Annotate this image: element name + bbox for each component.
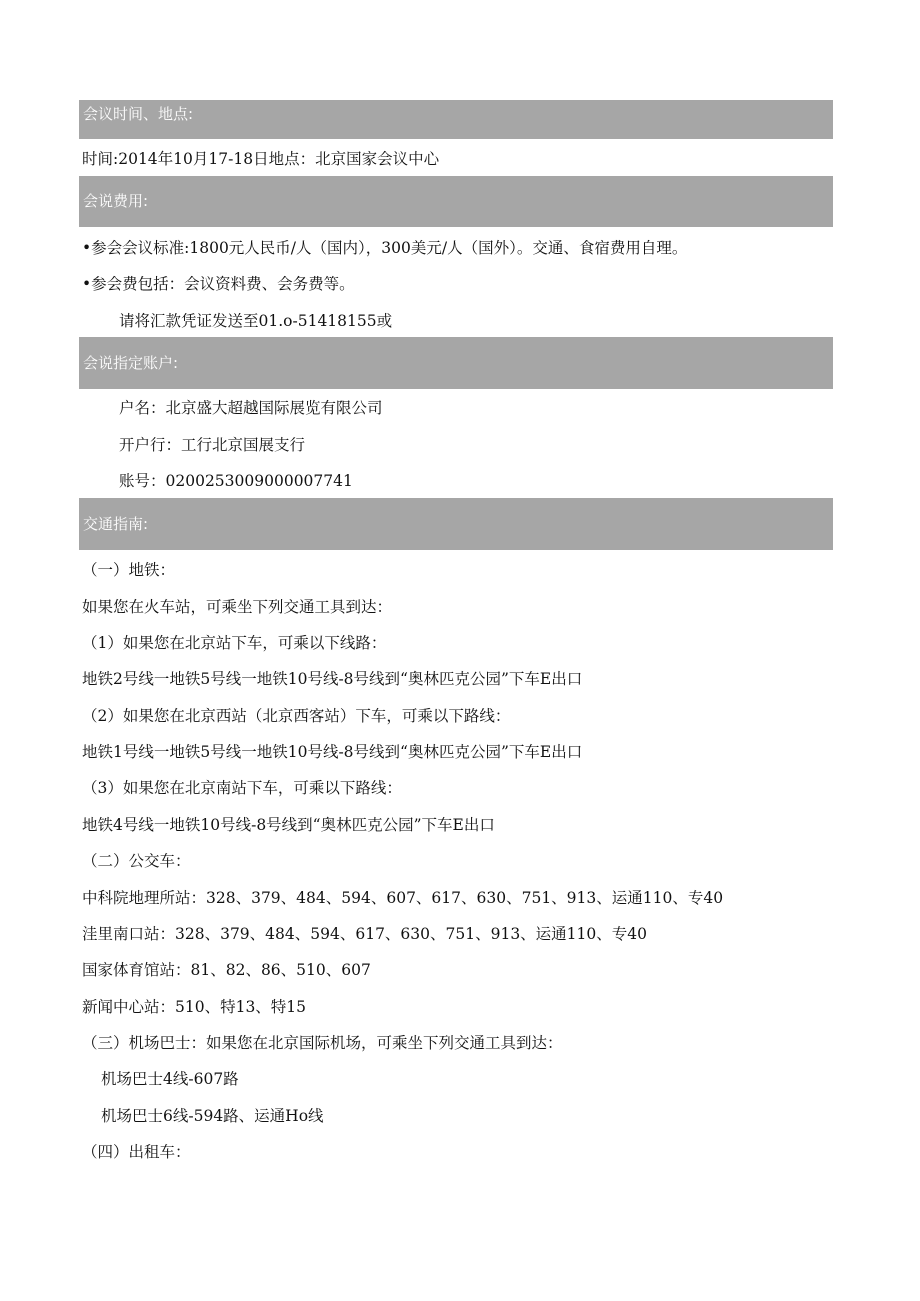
meeting-time-place: 时间:2014年10月17-18日地点：北京国家会议中心 bbox=[82, 150, 440, 168]
remittance-note: 请将汇款凭证发送至01.o-51418155或 bbox=[119, 312, 393, 330]
account-name: 户名：北京盛大超越国际展览有限公司 bbox=[119, 399, 383, 417]
transport-line: （2）如果您在北京西站（北京西客站）下车，可乘以下路线： bbox=[82, 707, 511, 725]
transport-line: 机场巴士4线-607路 bbox=[101, 1070, 239, 1088]
transport-line: 国家体育馆站：81、82、86、510、607 bbox=[82, 961, 371, 979]
transport-line: 地铁4号线一地铁10号线-8号线到“奥林匹克公园”下车E出口 bbox=[82, 816, 495, 834]
transport-line: （四）出租车： bbox=[82, 1143, 191, 1161]
transport-line: 机场巴士6线-594路、运通Ho线 bbox=[101, 1107, 324, 1125]
transport-line: 地铁1号线一地铁5号线一地铁10号线-8号线到“奥林匹克公园”下车E出口 bbox=[82, 743, 583, 761]
transport-line: 新闻中心站：510、特13、特15 bbox=[82, 998, 307, 1016]
fee-includes: •参会费包括：会议资料费、会务费等。 bbox=[82, 275, 355, 293]
section-header-time-place: 会议时间、地点: bbox=[79, 100, 833, 139]
transport-line: （三）机场巴士：如果您在北京国际机场，可乘坐下列交通工具到达： bbox=[82, 1034, 563, 1052]
transport-line: （3）如果您在北京南站下车，可乘以下路线： bbox=[82, 779, 402, 797]
section-header-account: 会说指定账户: bbox=[79, 337, 833, 389]
account-number: 账号：0200253009000007741 bbox=[119, 472, 353, 490]
section-header-transport: 交通指南: bbox=[79, 498, 833, 550]
transport-line: （1）如果您在北京站下车，可乘以下线路： bbox=[82, 634, 387, 652]
transport-line: 洼里南口站：328、379、484、594、617、630、751、913、运通110、专40 bbox=[82, 925, 647, 943]
fee-standard: •参会会议标准:1800元人民币/人（国内），300美元/人（国外）。交通、食宿费用自理。 bbox=[82, 239, 688, 257]
transport-line: 地铁2号线一地铁5号线一地铁10号线-8号线到“奥林匹克公园”下车E出口 bbox=[82, 670, 583, 688]
transport-line: 如果您在火车站，可乘坐下列交通工具到达： bbox=[82, 598, 393, 616]
transport-line: （一）地铁： bbox=[82, 561, 176, 579]
account-bank: 开户行：工行北京国展支行 bbox=[119, 436, 306, 454]
transport-line: 中科院地理所站：328、379、484、594、607、617、630、751、913、运通110、专40 bbox=[82, 889, 724, 907]
section-header-fees: 会说费用: bbox=[79, 176, 833, 227]
transport-line: （二）公交车： bbox=[82, 852, 191, 870]
